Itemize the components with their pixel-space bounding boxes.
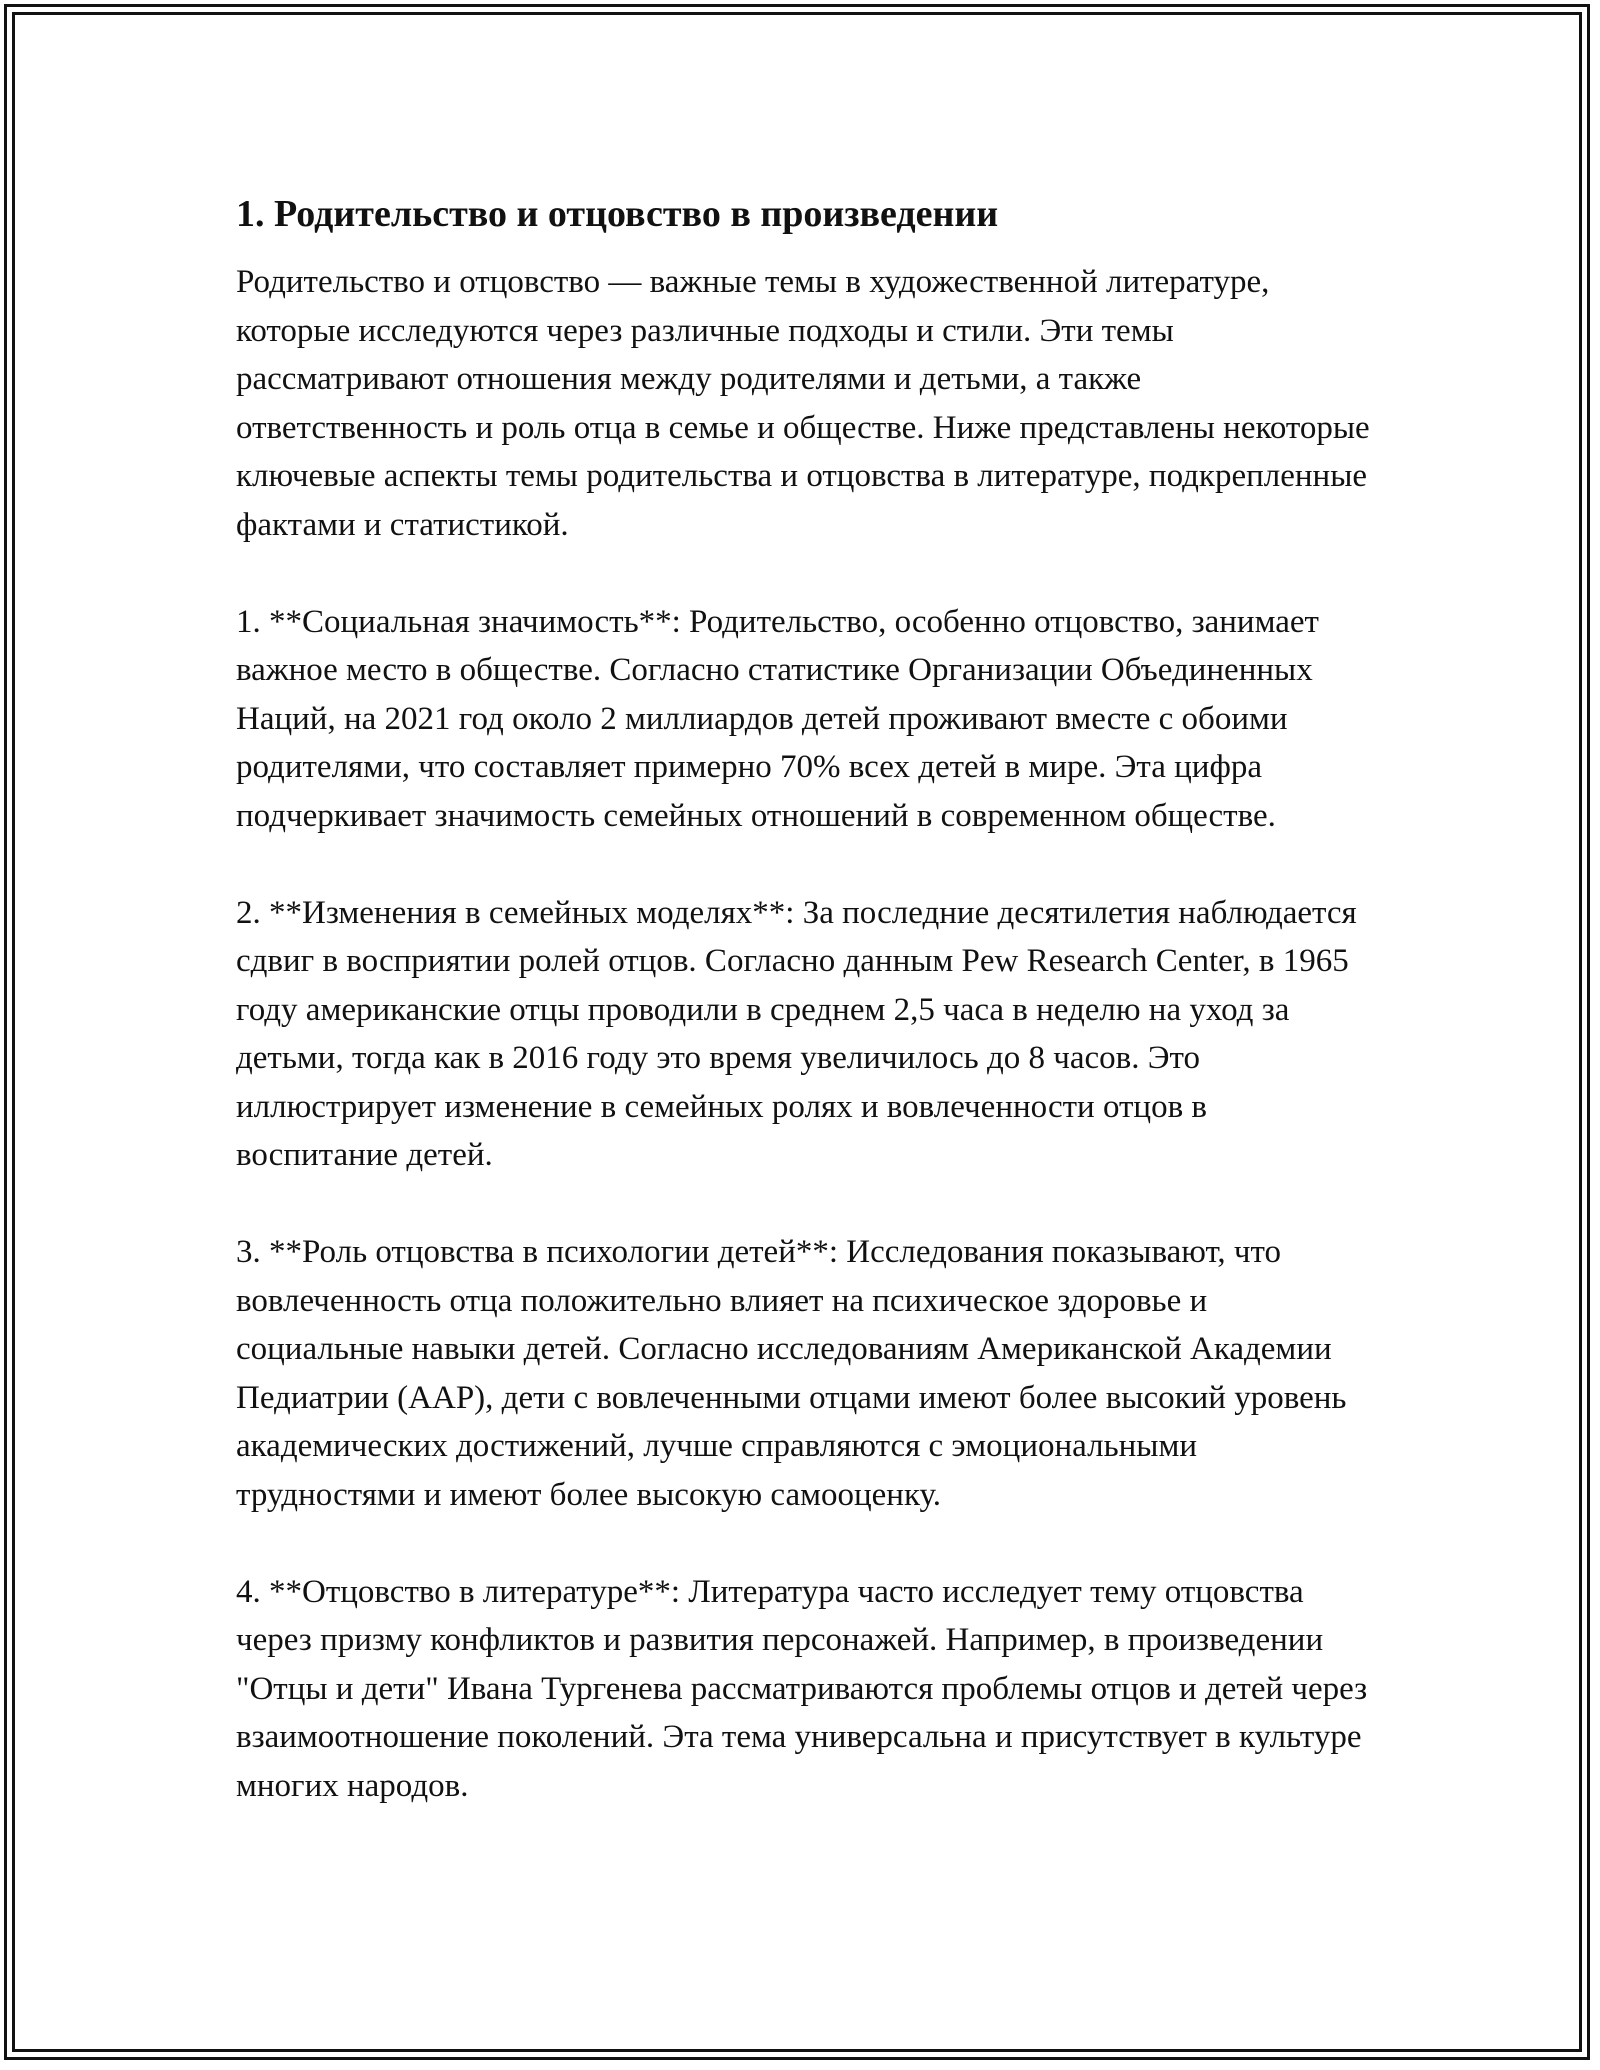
section-child-psychology: 3. **Роль отцовства в психологии детей**: Исследования показывают, что вовлеченность отца положительно влияет на психическое здоровье и социальные навыки детей. Согласно исследованиям Американской Академии Педиатрии (AAP), дети с вовлеченными отцами имеют более высокий уровень академических достижений, лучше справляются с эмоциональными трудностями и имеют более высокую самооценку. bbox=[236, 1234, 1347, 1513]
section-fatherhood-in-literature: 4. **Отцовство в литературе**: Литература часто исследует тему отцовства через призму конфликтов и развития персонажей. Например, в произведении "Отцы и дети" Ивана Тургенева рассматриваются проблемы отцов и детей через взаимоотношение поколений. Эта тема универсальна и присутствует в культуре многих народов. bbox=[236, 1573, 1368, 1804]
intro-paragraph: Родительство и отцовство — важные темы в художественной литературе, которые исследуются через различные подходы и стили. Эти темы рассматривают отношения между родителями и детьми, а также ответственность и роль отца в семье и обществе. Ниже представлены некоторые ключевые аспекты темы родительства и отцовства в литературе, подкрепленные фактами и статистикой. bbox=[236, 264, 1370, 543]
page-title: 1. Родительство и отцовство в произведении bbox=[236, 193, 999, 235]
section-social-significance: 1. **Социальная значимость**: Родительство, особенно отцовство, занимает важное место в обществе. Согласно статистике Организации Объединенных Наций, на 2021 год около 2 миллиардов детей проживают вместе с обоими родителями, что составляет примерно 70% всех детей в мире. Эта цифра подчеркивает значимость семейных отношений в современном обществе. bbox=[236, 603, 1319, 834]
section-family-models-changes: 2. **Изменения в семейных моделях**: За последние десятилетия наблюдается сдвиг в восприятии ролей отцов. Согласно данным Pew Research Center, в 1965 году американские отцы проводили в среднем 2,5 часа в неделю на уход за детьми, тогда как в 2016 году это время увеличилось до 8 часов. Это иллюстрирует изменение в семейных ролях и вовлеченности отцов в воспитание детей. bbox=[236, 894, 1357, 1173]
document-body bbox=[236, 190, 1376, 1810]
